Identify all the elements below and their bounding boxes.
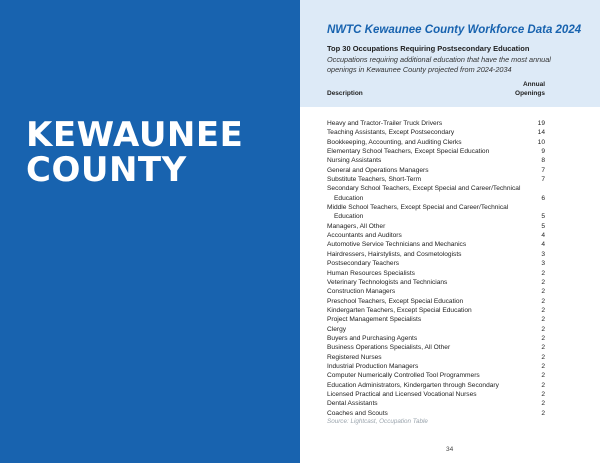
table-row [327, 353, 545, 362]
table-row [327, 184, 545, 203]
table-row [327, 175, 545, 184]
row-description: Accountants and Auditors [327, 232, 402, 240]
header-band [300, 0, 600, 107]
row-openings: 2 [541, 362, 545, 370]
row-openings: 5 [541, 222, 545, 230]
row-description: Hairdressers, Hairstylists, and Cosmetologists [327, 250, 462, 258]
table-row [327, 147, 545, 156]
column-header-openings [485, 81, 545, 98]
row-description: Middle School Teachers, Except Special and Career/Technical Education [327, 204, 509, 221]
row-openings: 5 [541, 213, 545, 221]
table-row [327, 240, 545, 249]
table-subtitle: Occupations requiring additional education that have the most annual openings in Kewaunee County projected from 2024-2034 [327, 55, 551, 74]
table-row [327, 297, 545, 306]
table-row [327, 269, 545, 278]
table-row [327, 371, 545, 380]
row-openings: 9 [541, 148, 545, 156]
table-row [327, 128, 545, 137]
occupation-table [327, 119, 545, 418]
row-openings: 7 [541, 176, 545, 184]
row-openings: 2 [541, 353, 545, 361]
row-description: Secondary School Teachers, Except Special and Career/Technical Education [327, 185, 521, 202]
row-description: Dental Assistants [327, 400, 378, 408]
row-description: General and Operations Managers [327, 166, 429, 174]
table-title: Top 30 Occupations Requiring Postsecondary Education [327, 44, 530, 53]
table-row [327, 315, 545, 324]
row-description: Heavy and Tractor-Trailer Truck Drivers [327, 120, 443, 127]
row-description: Nursing Assistants [327, 157, 382, 165]
row-openings: 4 [541, 241, 545, 249]
row-description: Substitute Teachers, Short-Term [327, 176, 422, 184]
row-openings: 2 [541, 269, 545, 277]
row-openings: 6 [541, 194, 545, 202]
row-openings: 8 [541, 157, 545, 165]
data-page [300, 0, 600, 463]
row-openings: 2 [541, 306, 545, 314]
row-description: Industrial Production Managers [327, 362, 419, 370]
table-row [327, 362, 545, 371]
source-note: Source: Lightcast, Occupation Table [327, 418, 428, 425]
row-description: Project Management Specialists [327, 316, 422, 324]
table-row [327, 390, 545, 399]
row-description: Registered Nurses [327, 353, 382, 361]
row-description: Managers, All Other [327, 222, 386, 230]
county-title [26, 115, 244, 190]
row-openings: 2 [541, 400, 545, 408]
row-openings: 7 [541, 166, 545, 174]
row-openings: 2 [541, 390, 545, 398]
row-description: Automotive Service Technicians and Mechanics [327, 241, 467, 249]
row-openings: 2 [541, 297, 545, 305]
row-description: Kindergarten Teachers, Except Special Education [327, 306, 472, 314]
row-description: Business Operations Specialists, All Other [327, 344, 451, 352]
row-description: Preschool Teachers, Except Special Education [327, 297, 464, 305]
row-openings: 2 [541, 278, 545, 286]
column-header-description: Description [327, 90, 363, 97]
table-row [327, 399, 545, 408]
table-row [327, 287, 545, 296]
table-row [327, 119, 545, 128]
row-openings: 2 [541, 372, 545, 380]
table-row [327, 231, 545, 240]
column-header-openings-line2: Openings [515, 89, 545, 97]
row-description: Buyers and Purchasing Agents [327, 334, 418, 342]
table-row [327, 306, 545, 315]
row-description: Veterinary Technologists and Technicians [327, 278, 448, 286]
row-description: Construction Managers [327, 288, 396, 296]
row-openings: 2 [541, 409, 545, 417]
row-openings: 10 [537, 138, 545, 146]
row-openings: 2 [541, 325, 545, 333]
row-description: Education Administrators, Kindergarten through Secondary [327, 381, 499, 389]
table-row [327, 334, 545, 343]
row-description: Licensed Practical and Licensed Vocational Nurses [327, 390, 477, 398]
table-row [327, 325, 545, 334]
table-row [327, 381, 545, 390]
table-row [327, 156, 545, 165]
row-openings: 3 [541, 250, 545, 258]
row-openings: 19 [537, 120, 545, 127]
table-row [327, 138, 545, 147]
county-title-line2: COUNTY [26, 150, 187, 190]
row-description: Human Resources Specialists [327, 269, 415, 277]
table-row [327, 166, 545, 175]
row-openings: 14 [537, 129, 545, 137]
page-number: 34 [446, 446, 454, 453]
row-openings: 2 [541, 288, 545, 296]
table-row [327, 259, 545, 268]
column-header-openings-line1: Annual [522, 81, 545, 88]
document-title: NWTC Kewaunee County Workforce Data 2024 [327, 24, 582, 36]
table-row [327, 250, 545, 259]
row-openings: 2 [541, 381, 545, 389]
row-description: Teaching Assistants, Except Postsecondary [327, 129, 455, 137]
row-description: Computer Numerically Controlled Tool Programmers [327, 372, 480, 380]
row-description: Bookkeeping, Accounting, and Auditing Clerks [327, 138, 462, 146]
row-openings: 2 [541, 344, 545, 352]
county-title-line1: KEWAUNEE [26, 115, 244, 155]
row-openings: 3 [541, 260, 545, 268]
table-row [327, 343, 545, 352]
row-openings: 2 [541, 334, 545, 342]
row-description: Elementary School Teachers, Except Special Education [327, 148, 490, 156]
table-row [327, 222, 545, 231]
row-description: Clergy [327, 325, 347, 333]
table-row [327, 409, 545, 418]
table-row [327, 203, 545, 222]
table-row [327, 278, 545, 287]
row-description: Coaches and Scouts [327, 409, 388, 417]
row-description: Postsecondary Teachers [327, 260, 400, 268]
row-openings: 4 [541, 232, 545, 240]
row-openings: 2 [541, 316, 545, 324]
